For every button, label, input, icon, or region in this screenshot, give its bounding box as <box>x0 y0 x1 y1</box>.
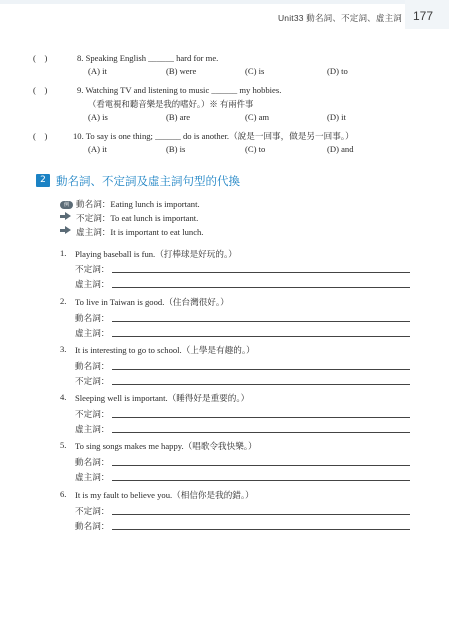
option-c[interactable]: (C) to <box>245 144 266 154</box>
arrow-right-icon <box>60 212 71 222</box>
answer-line[interactable] <box>112 272 410 273</box>
answer-line[interactable] <box>112 287 410 288</box>
option-d[interactable]: (D) and <box>327 144 354 154</box>
exercise-sentence: It is my fault to believe you.（相信你是我的錯。） <box>75 490 254 500</box>
example-text: 不定詞：To eat lunch is important. <box>76 213 199 223</box>
answer-line[interactable] <box>112 432 410 433</box>
answer-label: 不定詞： <box>75 409 110 419</box>
example-badge-icon: 例 <box>60 198 73 209</box>
exercise-number: 2. <box>60 296 67 306</box>
question-stem: 8. Speaking English ______ hard for me. <box>77 53 219 63</box>
exercise-sentence: It is interesting to go to school.（上學是有趣的。） <box>75 345 255 355</box>
question-9-note: （看電視和聽音樂是我的嗜好。）※ 有兩件事 <box>88 100 254 109</box>
question-stem: 9. Watching TV and listening to music ______ my hobbies. <box>77 85 282 95</box>
option-d[interactable]: (D) to <box>327 66 348 76</box>
option-d[interactable]: (D) it <box>327 112 346 122</box>
section-title: 動名詞、不定詞及虛主詞句型的代換 <box>56 174 240 188</box>
exercise-sentence: Sleeping well is important.（睡得好是重要的。） <box>75 393 250 403</box>
exercise-sentence: To sing songs makes me happy.（唱歌令我快樂。） <box>75 441 257 451</box>
header-rule <box>0 0 405 4</box>
answer-line[interactable] <box>112 336 410 337</box>
answer-line[interactable] <box>112 384 410 385</box>
exercise-number: 3. <box>60 344 67 354</box>
answer-line[interactable] <box>112 321 410 322</box>
option-b[interactable]: (B) were <box>166 66 197 76</box>
example-text: 動名詞：Eating lunch is important. <box>76 199 200 209</box>
answer-line[interactable] <box>112 514 410 515</box>
answer-label: 虛主詞： <box>75 472 110 482</box>
exercise-number: 1. <box>60 248 67 258</box>
answer-label: 虛主詞： <box>75 424 110 434</box>
option-b[interactable]: (B) is <box>166 144 186 154</box>
option-a[interactable]: (A) is <box>88 112 108 122</box>
answer-label: 動名詞： <box>75 521 110 531</box>
answer-line[interactable] <box>112 465 410 466</box>
section-number: 2 <box>36 174 50 187</box>
page-header <box>0 0 449 29</box>
exercise-number: 5. <box>60 440 67 450</box>
exercise-sentence: Playing baseball is fun.（打棒球是好玩的。） <box>75 249 237 259</box>
answer-label: 不定詞： <box>75 506 110 516</box>
answer-line[interactable] <box>112 480 410 481</box>
arrow-right-icon <box>60 226 71 236</box>
answer-label: 動名詞： <box>75 313 110 323</box>
question-stem: 10. To say is one thing; ______ do is another.（說是一回事，做是另一回事。） <box>73 131 354 141</box>
option-c[interactable]: (C) am <box>245 112 270 122</box>
option-a[interactable]: (A) it <box>88 144 107 154</box>
answer-line[interactable] <box>112 417 410 418</box>
option-c[interactable]: (C) is <box>245 66 265 76</box>
exercise-sentence: To live in Taiwan is good.（住台灣很好。） <box>75 297 229 307</box>
answer-label: 虛主詞： <box>75 328 110 338</box>
answer-label: 不定詞： <box>75 376 110 386</box>
exercise-number: 4. <box>60 392 67 402</box>
option-a[interactable]: (A) it <box>88 66 107 76</box>
answer-paren[interactable]: ( ) <box>33 85 48 95</box>
answer-line[interactable] <box>112 369 410 370</box>
answer-paren[interactable]: ( ) <box>33 131 48 141</box>
example-text: 虛主詞：It is important to eat lunch. <box>76 227 204 237</box>
exercise-number: 6. <box>60 489 67 499</box>
answer-line[interactable] <box>112 529 410 530</box>
page-number: 177 <box>413 9 434 23</box>
answer-label: 虛主詞： <box>75 279 110 289</box>
answer-label: 動名詞： <box>75 361 110 371</box>
option-b[interactable]: (B) are <box>166 112 191 122</box>
answer-label: 動名詞： <box>75 457 110 467</box>
running-header-title: Unit33 動名詞、不定詞、虛主詞 <box>277 13 402 23</box>
answer-paren[interactable]: ( ) <box>33 53 48 63</box>
answer-label: 不定詞： <box>75 264 110 274</box>
